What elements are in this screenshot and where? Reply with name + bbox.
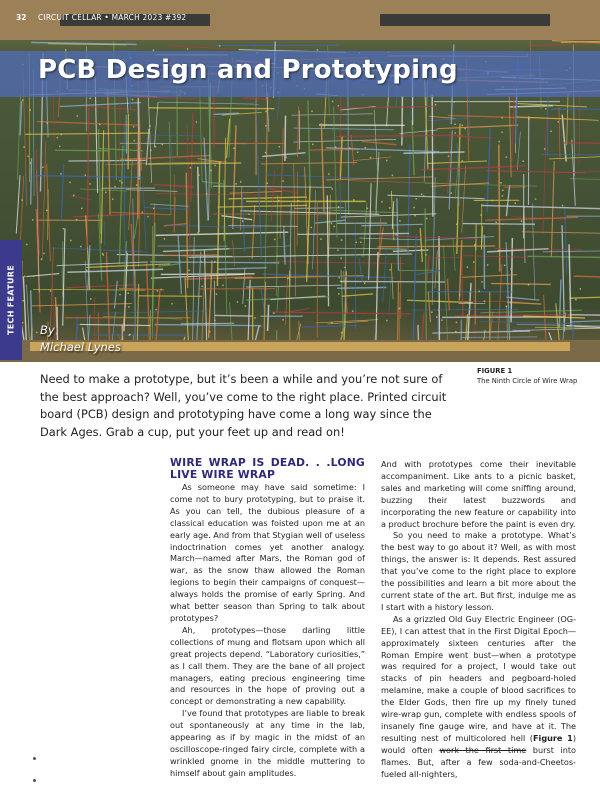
figure-caption [477, 366, 592, 386]
body-column-2 [381, 459, 576, 780]
paragraph: So you need to make a prototype. What’s the best way to go about it? Well, as with most things, the answer is: It depends. Rest assured that you’ve come to the right place to explore the possibilities and learn a bit more about the current state of the art. But first, indulge me as I start with a history lesson. [381, 530, 576, 612]
section-heading: WIRE WRAP IS DEAD. . .LONG LIVE WIRE WRAP [170, 456, 365, 481]
byline [40, 322, 121, 356]
article-intro: Need to make a prototype, but it’s been a while and you’re not sure of the best approach? Well, you’ve come to the right place. Printed circuit board (PCB) design and prototyping have come a long way since the Dark Ages. Grab a cup, put your feet up and read on! [40, 372, 447, 439]
paragraph: As someone may have said sometime: I come not to bury prototyping, but to praise it. As you can tell, the dubious pleasure of a classical education was foisted upon me at an early age. And from that Stygian well of useless indoctrination comes yet another analogy. March—named after Mars, the Roman god of war, as the snow thaw allowed the Roman legions to begin their campaigns of conquest—always holds the promise of early Spring. And what better season than Spring to talk about prototypes? [170, 482, 365, 623]
paragraph [381, 614, 576, 781]
figure-label: FIGURE 1 [477, 367, 513, 375]
paragraph: And with prototypes come their inevitable accompaniment. Like ants to a picnic basket, sales and marketing will come sniffing around, buzzing their latest buzzwords and incorporating the new feature or capability into a product brochure before the paint is even dry. [381, 459, 576, 529]
bullet-dot [33, 757, 36, 760]
article-title: PCB Design and Prototyping [38, 55, 458, 85]
paragraph: Ah, prototypes—those darling little collections of mung and flotsam upon which all great projects depend. “Laboratory curiosities,” as I call them. They are the bane of all project managers, eating precious engineering time and resources in the hope of proving out a concept or demonstrating a new capability. [170, 624, 365, 707]
magazine-issue-line: CIRCUIT CELLAR • MARCH 2023 #392 [38, 13, 187, 22]
figure-reference[interactable]: Figure 1 [532, 732, 573, 743]
paragraph-text: ) would often [381, 732, 576, 755]
body-column-1 [170, 457, 365, 780]
struck-text: work the first time [439, 744, 527, 755]
section-tab-label: TECH FEATURE [6, 265, 16, 335]
author-name: Michael Lynes [40, 340, 121, 354]
paragraph: I’ve found that prototypes are liable to break out spontaneously at any time in the lab, appearing as if by magic in the midst of an oscilloscope-ringed fairy circle, complete with a wrinkled gnome in the middle muttering to himself about gain amplitudes. [170, 708, 365, 778]
paragraph-text: As a grizzled Old Guy Electric Engineer (OG-EE), I can attest that in the First Digital Epoch—approximately sixteen centuries after the Roman Empire went bust—when a prototype was required for a project, I would take out stacks of pin headers and pegboard-holed melamine, make a couple of blood sacrifices to the Elder Gods, then fire up my finely tuned wire-wrap gun, complete with endless spools of insanely fine gauge wire, and have at it. The resulting nest of multicolored hell ( [381, 613, 576, 743]
section-tab [0, 240, 22, 360]
bullet-dot [33, 779, 36, 782]
page-number: 32 [16, 13, 27, 22]
byline-by: By [40, 323, 55, 337]
paragraph-text: burst into flames. But, after a few soda-and-Cheetos-fueled all-nighters, [381, 744, 577, 779]
figure-caption-text: The Ninth Circle of Wire Wrap [477, 377, 578, 385]
